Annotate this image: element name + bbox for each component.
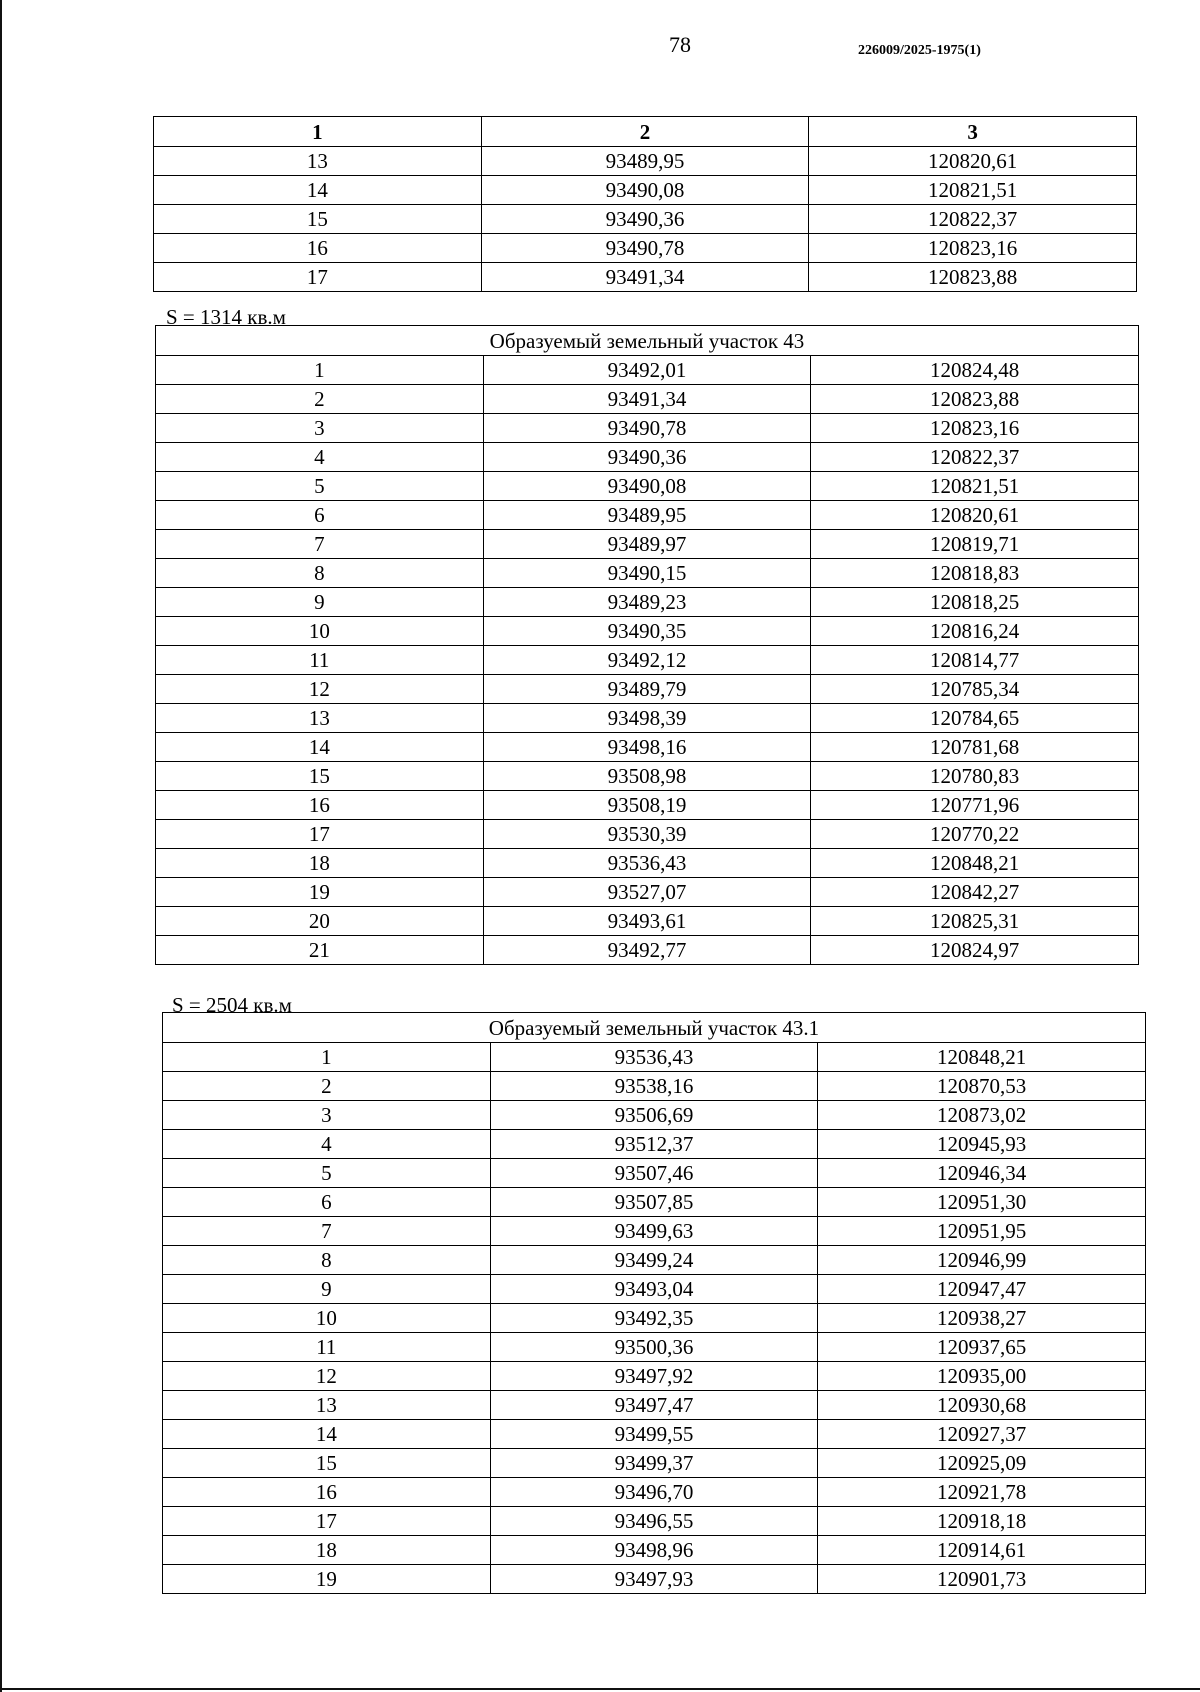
coordinate-y-cell: 120945,93	[818, 1130, 1146, 1159]
coordinate-y-cell: 120771,96	[811, 791, 1139, 820]
coordinate-y-cell: 120938,27	[818, 1304, 1146, 1333]
table-row	[163, 1159, 1146, 1188]
coordinate-y-cell: 120930,68	[818, 1391, 1146, 1420]
coordinate-y-cell: 120921,78	[818, 1478, 1146, 1507]
coordinate-x-cell: 93489,95	[481, 147, 809, 176]
scan-edge-left	[0, 0, 2, 1692]
coordinate-x-cell: 93492,12	[483, 646, 811, 675]
section-title-row	[163, 1013, 1146, 1043]
coordinate-y-cell: 120821,51	[809, 176, 1137, 205]
coordinate-x-cell: 93497,47	[490, 1391, 818, 1420]
table-row	[163, 1217, 1146, 1246]
table-row	[154, 263, 1137, 292]
coordinate-y-cell: 120848,21	[818, 1043, 1146, 1072]
table-row	[154, 176, 1137, 205]
coordinate-y-cell: 120825,31	[811, 907, 1139, 936]
coordinate-y-cell: 120918,18	[818, 1507, 1146, 1536]
coordinate-y-cell: 120951,30	[818, 1188, 1146, 1217]
coordinate-y-cell: 120824,48	[811, 356, 1139, 385]
table-row	[163, 1130, 1146, 1159]
table-row	[156, 559, 1139, 588]
table-row	[156, 849, 1139, 878]
coordinate-y-cell: 120822,37	[811, 443, 1139, 472]
table-row	[163, 1275, 1146, 1304]
table-row	[156, 356, 1139, 385]
point-number-cell: 13	[163, 1391, 491, 1420]
parcel-43-1-table	[162, 1012, 1146, 1594]
table-row	[156, 501, 1139, 530]
coordinate-x-cell: 93490,78	[483, 414, 811, 443]
coordinate-y-cell: 120823,16	[809, 234, 1137, 263]
coordinate-y-cell: 120785,34	[811, 675, 1139, 704]
point-number-cell: 7	[156, 530, 484, 559]
coordinate-y-cell: 120820,61	[811, 501, 1139, 530]
table-row	[156, 646, 1139, 675]
coordinate-x-cell: 93536,43	[483, 849, 811, 878]
coordinate-x-cell: 93489,97	[483, 530, 811, 559]
coordinate-y-cell: 120901,73	[818, 1565, 1146, 1594]
coordinate-y-cell: 120822,37	[809, 205, 1137, 234]
point-number-cell: 2	[156, 385, 484, 414]
table-row	[156, 704, 1139, 733]
table-row	[154, 205, 1137, 234]
coordinate-x-cell: 93499,55	[490, 1420, 818, 1449]
table-row	[163, 1565, 1146, 1594]
coordinate-x-cell: 93530,39	[483, 820, 811, 849]
coordinate-x-cell: 93491,34	[483, 385, 811, 414]
coordinate-y-cell: 120770,22	[811, 820, 1139, 849]
point-number-cell: 1	[163, 1043, 491, 1072]
coordinate-y-cell: 120914,61	[818, 1536, 1146, 1565]
point-number-cell: 5	[156, 472, 484, 501]
table-row	[163, 1362, 1146, 1391]
point-number-cell: 14	[156, 733, 484, 762]
point-number-cell: 8	[156, 559, 484, 588]
coordinate-y-cell: 120823,88	[809, 263, 1137, 292]
table-row	[163, 1188, 1146, 1217]
coordinate-y-cell: 120823,88	[811, 385, 1139, 414]
point-number-cell: 11	[156, 646, 484, 675]
coordinate-x-cell: 93508,19	[483, 791, 811, 820]
point-number-cell: 16	[154, 234, 482, 263]
coordinate-x-cell: 93498,39	[483, 704, 811, 733]
coordinate-x-cell: 93490,35	[483, 617, 811, 646]
section-title-row	[156, 326, 1139, 356]
table-row	[163, 1101, 1146, 1130]
coordinate-y-cell: 120819,71	[811, 530, 1139, 559]
page-number: 78	[669, 32, 691, 57]
coordinate-x-cell: 93508,98	[483, 762, 811, 791]
table-row	[163, 1043, 1146, 1072]
coordinate-y-cell: 120820,61	[809, 147, 1137, 176]
table-body	[154, 147, 1137, 292]
coordinate-x-cell: 93498,16	[483, 733, 811, 762]
coordinate-x-cell: 93527,07	[483, 878, 811, 907]
table-row	[156, 733, 1139, 762]
coordinate-x-cell: 93492,35	[490, 1304, 818, 1333]
point-number-cell: 11	[163, 1333, 491, 1362]
coordinate-x-cell: 93489,23	[483, 588, 811, 617]
point-number-cell: 17	[156, 820, 484, 849]
point-number-cell: 15	[156, 762, 484, 791]
table-row	[163, 1478, 1146, 1507]
coordinate-x-cell: 93489,95	[483, 501, 811, 530]
table-row	[163, 1420, 1146, 1449]
table-row	[154, 234, 1137, 263]
table-row	[163, 1507, 1146, 1536]
table-row	[156, 530, 1139, 559]
table-row	[156, 472, 1139, 501]
coordinate-y-cell: 120842,27	[811, 878, 1139, 907]
coordinate-y-cell: 120946,34	[818, 1159, 1146, 1188]
coordinate-y-cell: 120824,97	[811, 936, 1139, 965]
table-row	[163, 1536, 1146, 1565]
point-number-cell: 5	[163, 1159, 491, 1188]
table-row	[156, 820, 1139, 849]
coordinate-x-cell: 93507,46	[490, 1159, 818, 1188]
table-row	[156, 675, 1139, 704]
coordinate-x-cell: 93497,93	[490, 1565, 818, 1594]
point-number-cell: 15	[154, 205, 482, 234]
coordinate-x-cell: 93496,55	[490, 1507, 818, 1536]
section-title: Образуемый земельный участок 43	[156, 326, 1139, 356]
table-row	[156, 385, 1139, 414]
document-id: 226009/2025-1975(1)	[858, 43, 981, 58]
point-number-cell: 18	[156, 849, 484, 878]
coordinate-x-cell: 93538,16	[490, 1072, 818, 1101]
point-number-cell: 14	[154, 176, 482, 205]
point-number-cell: 16	[156, 791, 484, 820]
coordinate-x-cell: 93536,43	[490, 1043, 818, 1072]
point-number-cell: 17	[154, 263, 482, 292]
coordinate-x-cell: 93497,92	[490, 1362, 818, 1391]
coordinate-x-cell: 93492,01	[483, 356, 811, 385]
point-number-cell: 3	[163, 1101, 491, 1130]
coordinate-x-cell: 93493,61	[483, 907, 811, 936]
point-number-cell: 3	[156, 414, 484, 443]
area-total-2: S = 2504 кв.м	[172, 993, 292, 1017]
point-number-cell: 20	[156, 907, 484, 936]
coordinate-y-cell: 120870,53	[818, 1072, 1146, 1101]
coordinate-x-cell: 93499,24	[490, 1246, 818, 1275]
point-number-cell: 2	[163, 1072, 491, 1101]
coordinate-y-cell: 120946,99	[818, 1246, 1146, 1275]
coordinate-y-cell: 120848,21	[811, 849, 1139, 878]
coordinate-x-cell: 93490,78	[481, 234, 809, 263]
point-number-cell: 6	[163, 1188, 491, 1217]
coordinate-y-cell: 120814,77	[811, 646, 1139, 675]
table-row	[156, 936, 1139, 965]
point-number-cell: 16	[163, 1478, 491, 1507]
coordinate-x-cell: 93490,15	[483, 559, 811, 588]
coordinate-y-cell: 120816,24	[811, 617, 1139, 646]
table-row	[156, 791, 1139, 820]
column-header-3: 3	[809, 117, 1137, 147]
point-number-cell: 9	[163, 1275, 491, 1304]
point-number-cell: 10	[156, 617, 484, 646]
table-row	[163, 1333, 1146, 1362]
point-number-cell: 7	[163, 1217, 491, 1246]
point-number-cell: 8	[163, 1246, 491, 1275]
coordinate-x-cell: 93492,77	[483, 936, 811, 965]
coordinate-y-cell: 120784,65	[811, 704, 1139, 733]
coordinate-x-cell: 93489,79	[483, 675, 811, 704]
coordinate-x-cell: 93496,70	[490, 1478, 818, 1507]
table-row	[156, 907, 1139, 936]
coordinate-x-cell: 93491,34	[481, 263, 809, 292]
coordinate-y-cell: 120780,83	[811, 762, 1139, 791]
coordinate-y-cell: 120781,68	[811, 733, 1139, 762]
area-total-1: S = 1314 кв.м	[166, 305, 286, 329]
table-row	[156, 588, 1139, 617]
coordinate-y-cell: 120947,47	[818, 1275, 1146, 1304]
coordinate-x-cell: 93490,36	[483, 443, 811, 472]
coordinate-y-cell: 120873,02	[818, 1101, 1146, 1130]
coordinate-y-cell: 120821,51	[811, 472, 1139, 501]
point-number-cell: 4	[163, 1130, 491, 1159]
table-row	[163, 1072, 1146, 1101]
table-row	[163, 1246, 1146, 1275]
table-row	[163, 1391, 1146, 1420]
table-row	[156, 414, 1139, 443]
coordinate-x-cell: 93512,37	[490, 1130, 818, 1159]
coordinate-y-cell: 120925,09	[818, 1449, 1146, 1478]
table-row	[163, 1449, 1146, 1478]
table-header-row	[154, 117, 1137, 147]
coordinate-y-cell: 120951,95	[818, 1217, 1146, 1246]
coordinate-y-cell: 120927,37	[818, 1420, 1146, 1449]
point-number-cell: 14	[163, 1420, 491, 1449]
point-number-cell: 18	[163, 1536, 491, 1565]
coordinate-x-cell: 93498,96	[490, 1536, 818, 1565]
point-number-cell: 17	[163, 1507, 491, 1536]
point-number-cell: 1	[156, 356, 484, 385]
point-number-cell: 13	[156, 704, 484, 733]
point-number-cell: 12	[163, 1362, 491, 1391]
coordinate-x-cell: 93500,36	[490, 1333, 818, 1362]
coordinate-x-cell: 93490,08	[483, 472, 811, 501]
point-number-cell: 19	[156, 878, 484, 907]
coordinate-x-cell: 93499,63	[490, 1217, 818, 1246]
table-row	[156, 878, 1139, 907]
point-number-cell: 21	[156, 936, 484, 965]
coordinate-y-cell: 120935,00	[818, 1362, 1146, 1391]
table-body	[163, 1043, 1146, 1594]
point-number-cell: 12	[156, 675, 484, 704]
section-title: Образуемый земельный участок 43.1	[163, 1013, 1146, 1043]
table-row	[154, 147, 1137, 176]
table-row	[156, 617, 1139, 646]
coordinate-y-cell: 120818,83	[811, 559, 1139, 588]
scan-edge-bottom	[0, 1688, 1200, 1690]
coordinates-table-continuation	[153, 116, 1137, 292]
coordinate-y-cell: 120937,65	[818, 1333, 1146, 1362]
point-number-cell: 19	[163, 1565, 491, 1594]
table-row	[156, 762, 1139, 791]
coordinate-x-cell: 93490,08	[481, 176, 809, 205]
coordinate-x-cell: 93493,04	[490, 1275, 818, 1304]
point-number-cell: 4	[156, 443, 484, 472]
coordinate-x-cell: 93499,37	[490, 1449, 818, 1478]
point-number-cell: 15	[163, 1449, 491, 1478]
table-row	[163, 1304, 1146, 1333]
parcel-43-table	[155, 325, 1139, 965]
point-number-cell: 10	[163, 1304, 491, 1333]
column-header-2: 2	[481, 117, 809, 147]
point-number-cell: 9	[156, 588, 484, 617]
point-number-cell: 6	[156, 501, 484, 530]
coordinate-x-cell: 93506,69	[490, 1101, 818, 1130]
coordinate-y-cell: 120823,16	[811, 414, 1139, 443]
table-row	[156, 443, 1139, 472]
column-header-1: 1	[154, 117, 482, 147]
coordinate-y-cell: 120818,25	[811, 588, 1139, 617]
point-number-cell: 13	[154, 147, 482, 176]
coordinate-x-cell: 93490,36	[481, 205, 809, 234]
coordinate-x-cell: 93507,85	[490, 1188, 818, 1217]
table-body	[156, 356, 1139, 965]
